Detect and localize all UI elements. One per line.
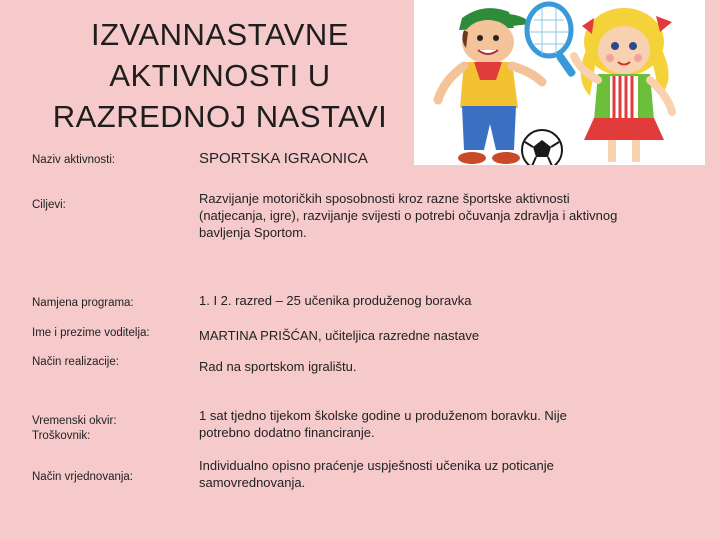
evaluation-value: Individualno opisno praćenje uspješnosti učenika uz poticanje samovrednovanja. [199,458,554,490]
children-sports-icon [414,0,705,165]
children-sports-illustration [414,0,705,165]
purpose-value: 1. I 2. razred – 25 učenika produženog boravka [199,293,472,308]
realization-label: Način realizacije: [32,356,119,368]
leader-value: MARTINA PRIŠĆAN, učiteljica razredne nastave [199,328,480,343]
page-title [30,14,410,137]
purpose-label: Namjena programa: [32,297,134,309]
title-line-3: RAZREDNOJ NASTAVI [52,99,388,134]
realization-value: Rad na sportskom igralištu. [199,359,357,374]
title-line-1: IZVANNASTAVNE [91,17,349,52]
timeframe-cost-value: 1 sat tjedno tijekom školske godine u produženom boravku. Nije potrebno dodatno financiranje. [199,408,567,440]
goals-value: Razvijanje motoričkih sposobnosti kroz razne športske aktivnosti (natjecanja, igre), razvijanje svijesti o potrebi očuvanja zdravlja i aktivnog bavljenja Sportom. [199,191,618,240]
leader-label: Ime i prezime voditelja: [32,327,150,339]
title-line-2: AKTIVNOSTI U [109,58,331,93]
timeframe-cost-label: Vremenski okvir: Troškovnik: [32,415,117,442]
activity-name-label: Naziv aktivnosti: [32,154,116,166]
evaluation-label: Način vrjednovanja: [32,471,134,483]
activity-name-value: SPORTSKA IGRAONICA [199,150,368,167]
goals-label: Ciljevi: [32,199,66,211]
